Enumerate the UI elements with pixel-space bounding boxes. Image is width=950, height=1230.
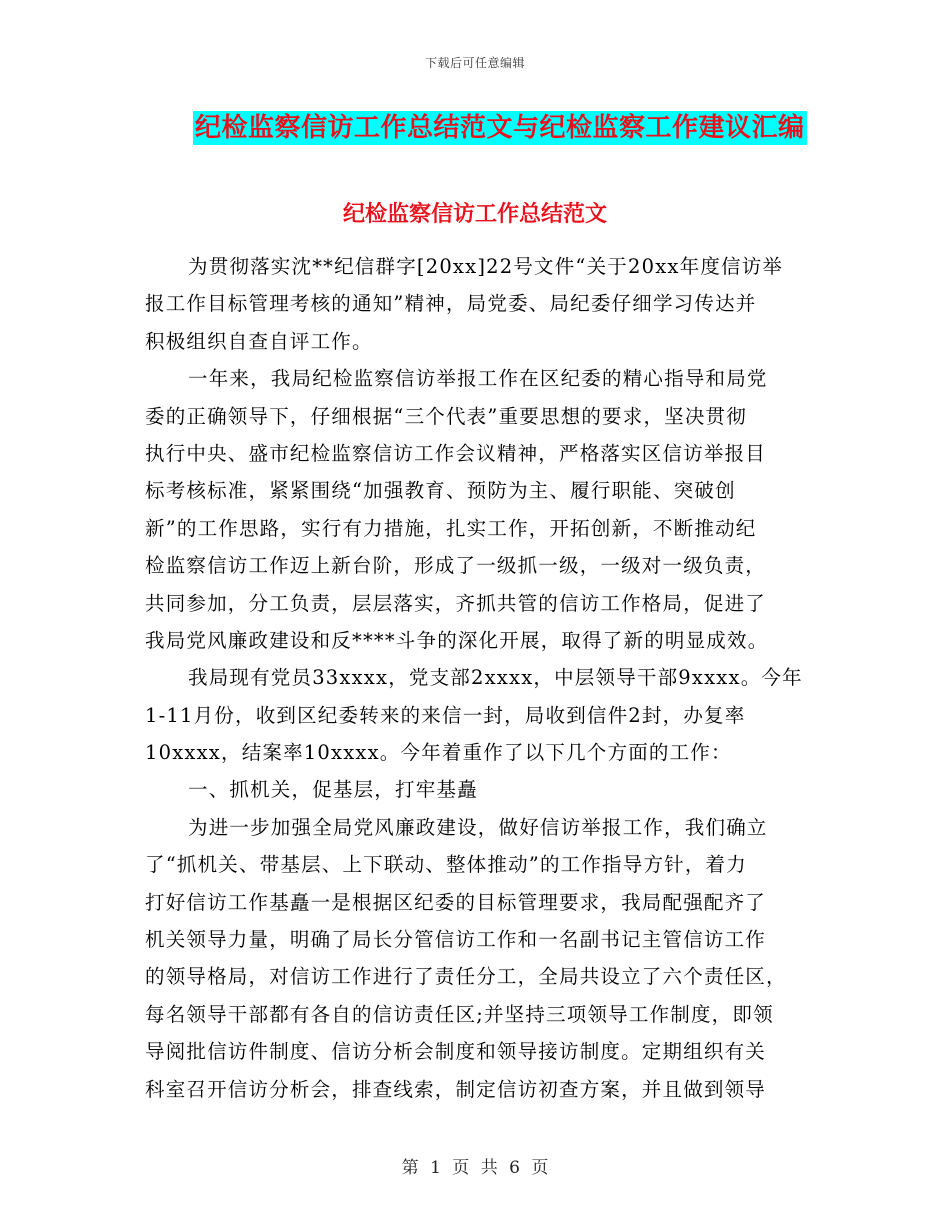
body-line: 每名领导干部都有各自的信访责任区;并坚持三项领导工作制度，即领 <box>145 1002 774 1026</box>
body-line: 检监察信访工作迈上新台阶，形成了一级抓一级，一级对一级负责， <box>145 554 767 578</box>
body-line: 打好信访工作基矗一是根据区纪委的目标管理要求，我局配强配齐了 <box>145 890 767 914</box>
body-line: 积极组织自查自评工作。 <box>145 329 373 353</box>
body-line: 的领导格局，对信访工作进行了责任分工，全局共设立了六个责任区， <box>145 965 787 989</box>
body-line: 执行中央、盛市纪检监察信访工作会议精神，严格落实区信访举报目 <box>145 441 767 465</box>
main-title-wrap <box>193 110 807 146</box>
body-line: 共同参加，分工负责，层层落实，齐抓共管的信访工作格局，促进了 <box>145 591 767 615</box>
body-line: 机关领导力量，明确了局长分管信访工作和一名副书记主管信访工作 <box>145 928 767 952</box>
section-heading: 一、抓机关，促基层，打牢基矗 <box>188 778 478 802</box>
body-line: 了“抓机关、带基层、上下联动、整体推动”的工作指导方针，着力 <box>145 853 747 877</box>
body-line: 科室召开信访分析会，排查线索，制定信访初查方案，并且做到领导 <box>145 1077 767 1101</box>
body-line: 导阅批信访件制度、信访分析会制度和领导接访制度。定期组织有关 <box>145 1040 767 1064</box>
body-line: 为进一步加强全局党风廉政建设，做好信访举报工作，我们确立 <box>188 815 768 839</box>
body-line: 新”的工作思路，实行有力措施，扎实工作，开拓创新，不断推动纪 <box>145 516 757 540</box>
body-line: 一年来，我局纪检监察信访举报工作在区纪委的精心指导和局党 <box>188 367 768 391</box>
header-note: 下载后可任意编辑 <box>424 56 525 70</box>
sub-title: 纪检监察信访工作总结范文 <box>342 202 607 227</box>
body-line: 报工作目标管理考核的通知”精神，局党委、局纪委仔细学习传达并 <box>145 292 757 316</box>
body-text <box>145 248 810 1108</box>
page-footer: 第 1 页 共 6 页 <box>401 1158 549 1178</box>
body-line: 为贯彻落实沈**纪信群字[20xx]22号文件“关于20xx年度信访举 <box>188 255 784 278</box>
body-line: 1-11月份，收到区纪委转来的来信一封，局收到信件2封，办复率 <box>145 703 746 727</box>
body-line: 委的正确领导下，仔细根据“三个代表”重要思想的要求，坚决贯彻 <box>145 404 747 428</box>
body-line: 标考核标准，紧紧围绕“加强教育、预防为主、履行职能、突破创 <box>145 479 736 503</box>
main-title: 纪检监察信访工作总结范文与纪检监察工作建议汇编 <box>195 113 805 143</box>
body-line: 10xxxx，结案率10xxxx。今年着重作了以下几个方面的工作： <box>145 741 732 765</box>
body-line: 我局党风廉政建设和反****斗争的深化开展，取得了新的明显成效。 <box>145 628 769 652</box>
body-line: 我局现有党员33xxxx，党支部2xxxx，中层领导干部9xxxx。今年 <box>188 666 803 690</box>
